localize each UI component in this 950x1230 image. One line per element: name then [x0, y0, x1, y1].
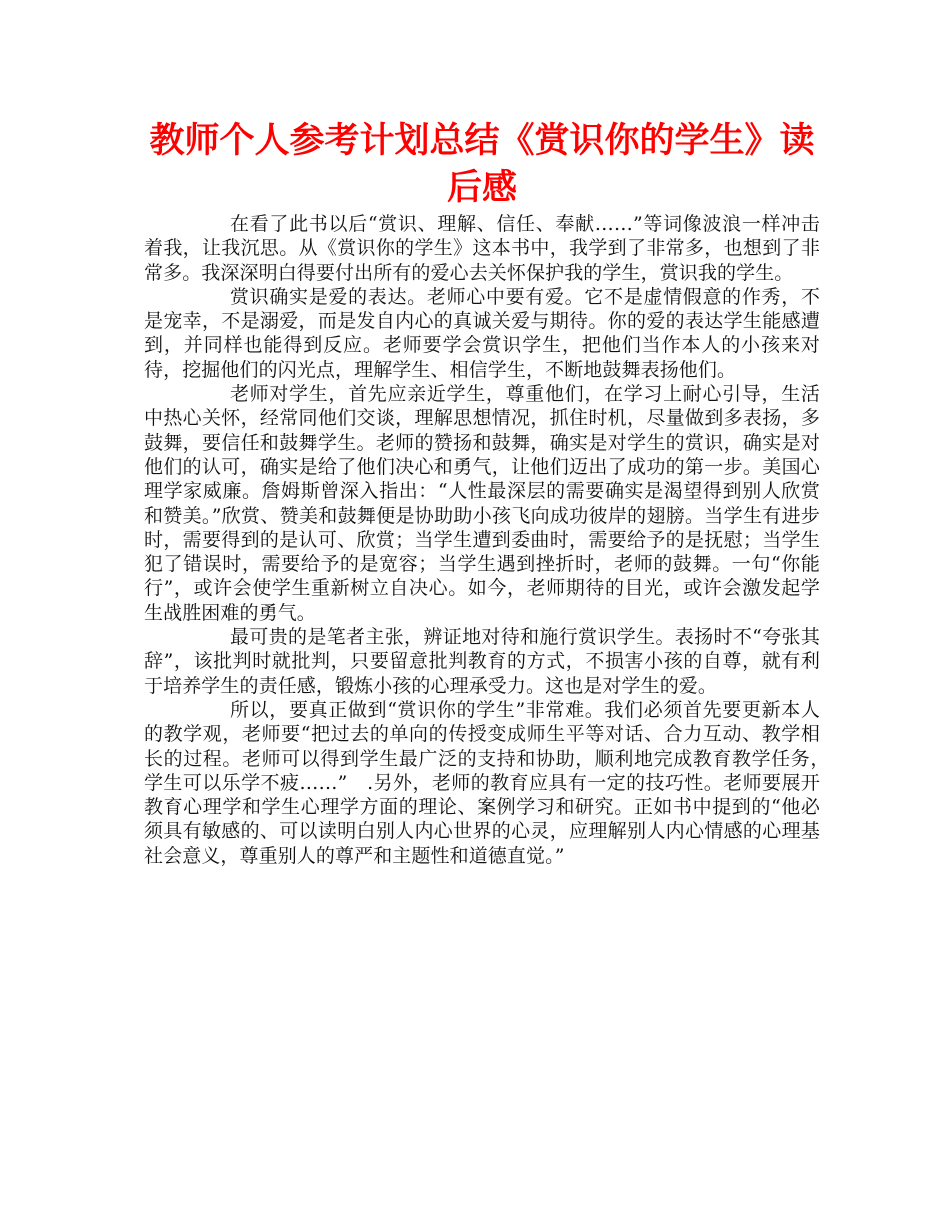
document-page — [144, 118, 840, 868]
document-body — [144, 212, 840, 868]
paragraph-1: 在看了此书以后“赏识、理解、信任、奉献……”等词像波浪一样冲击着我，让我沉思。从《赏识你的学生》这本书中，我学到了非常多，也想到了非常多。我深深明白得要付出所有的爱心去关怀保护我的学生，赏识我的学生。 — [144, 213, 820, 284]
paragraph-3: 老师对学生，首先应亲近学生，尊重他们，在学习上耐心引导，生活中热心关怀，经常同他们交谈，理解思想情况，抓住时机，尽量做到多表扬，多鼓舞，要信任和鼓舞学生。老师的赞扬和鼓舞，确实是对学生的赏识，确实是对他们的认可，确实是给了他们决心和勇气，让他们迈出了成功的第一步。美国心理学家威廉。詹姆斯曾深入指出：“人性最深层的需要确实是渴望得到别人欣赏和赞美。”欣赏、赞美和鼓舞便是协助助小孩飞向成功彼岸的翅膀。当学生有进步时，需要得到的是认可、欣赏；当学生遭到委曲时，需要给予的是抚慰；当学生犯了错误时，需要给予的是宽容；当学生遇到挫折时，老师的鼓舞。一句“你能行”，或许会使学生重新树立自决心。如今，老师期待的目光，或许会激发起学生战胜困难的勇气。 — [144, 383, 820, 624]
paragraph-4: 最可贵的是笔者主张，辨证地对待和施行赏识学生。表扬时不“夸张其辞”，该批判时就批判，只要留意批判教育的方式，不损害小孩的自尊，就有利于培养学生的责任感，锻炼小孩的心理承受力。这也是对学生的爱。 — [144, 626, 820, 697]
paragraph-2: 赏识确实是爱的表达。老师心中要有爱。它不是虚情假意的作秀，不是宠幸，不是溺爱，而是发自内心的真诚关爱与期待。你的爱的表达学生能感遭到，并同样也能得到反应。老师要学会赏识学生，把他们当作本人的小孩来对待，挖掘他们的闪光点，理解学生、相信学生，不断地鼓舞表扬他们。 — [144, 285, 820, 381]
paragraph-5: 所以，要真正做到“赏识你的学生”非常难。我们必须首先要更新本人的教学观，老师要“把过去的单向的传授变成师生平等对话、合力互动、教学相长的过程。老师可以得到学生最广泛的支持和协助，顺利地完成教育教学任务， 学生可以乐学不疲……” .另外，老师的教育应具有一定的技巧性。老师要展开教育心理学和学生心理学方面的理论、案例学习和研究。正如书中提到的“他必须具有敏感的、可以读明白别人内心世界的心灵，应理解别人内心情感的心理基社会意义，尊重别人的尊严和主题性和道德直觉。” — [144, 698, 840, 867]
document-title: 教师个人参考计划总结《赏识你的学生》读后感 — [149, 121, 815, 208]
